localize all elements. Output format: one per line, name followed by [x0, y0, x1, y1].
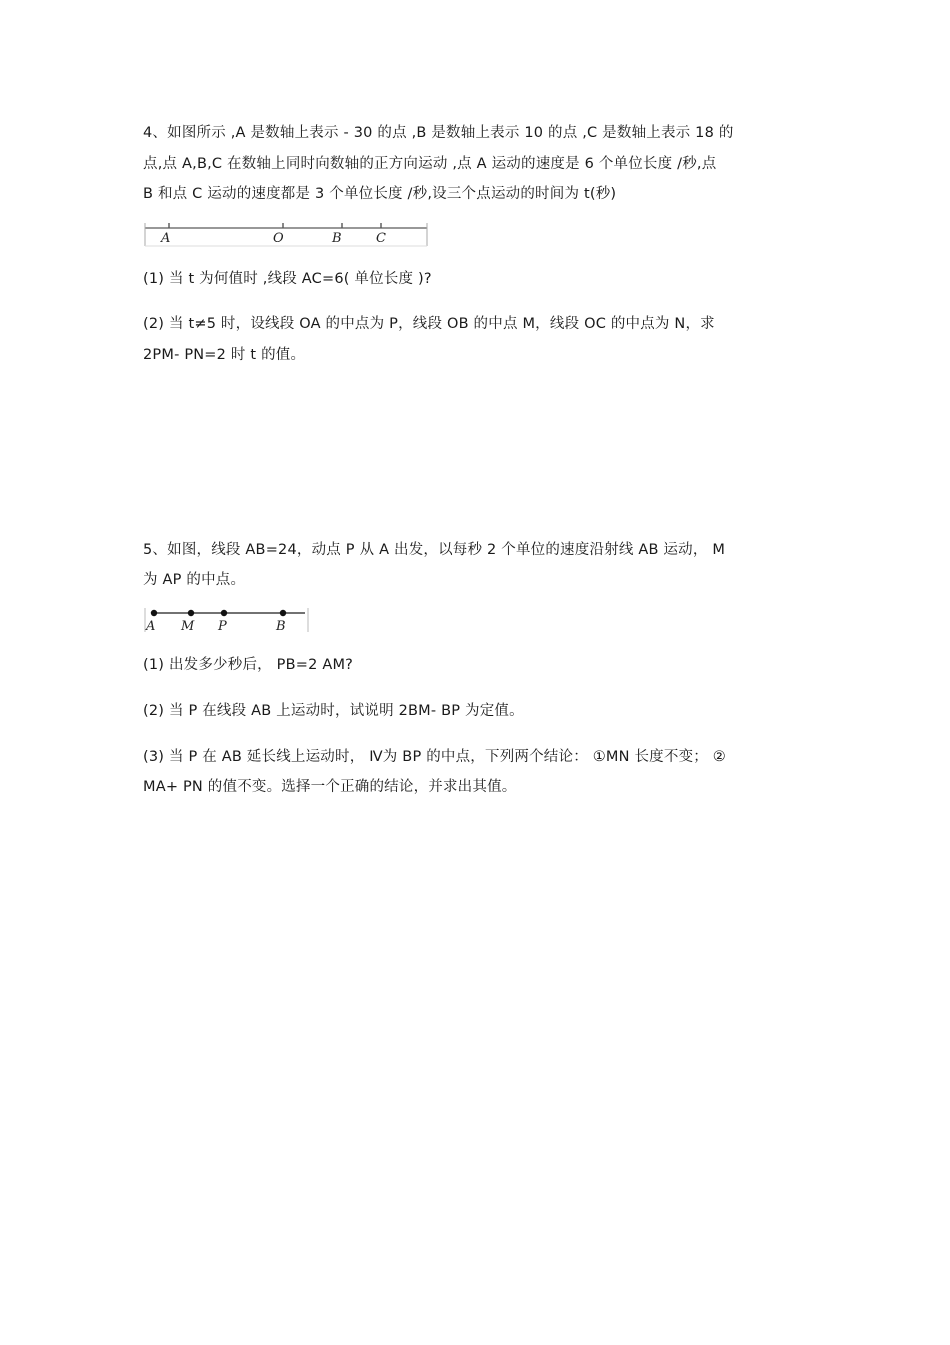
label-b: B [276, 619, 286, 634]
label-a: A [146, 619, 156, 634]
problem5-question3-line1: (3) 当 P 在 AB 延长线上运动时， Ⅳ为 BP 的中点，下列两个结论： ①MN 长度不变； ② [143, 749, 726, 765]
problem4-number-line-figure [143, 220, 433, 250]
problem4-line2: 点,点 A,B,C 在数轴上同时向数轴的正方向运动 ,点 A 运动的速度是 6 个单位长度 /秒,点 [143, 156, 717, 172]
problem5-line1: 5、如图，线段 AB=24，动点 P 从 A 出发，以每秒 2 个单位的速度沿射线 AB 运动， M [143, 542, 726, 558]
label-p: P [218, 619, 227, 634]
point-a [151, 610, 157, 616]
point-p [221, 610, 227, 616]
problem5-segment-figure [143, 606, 313, 636]
problem4-question1: (1) 当 t 为何值时 ,线段 AC=6( 单位长度 )? [143, 271, 432, 287]
label-b: B [332, 231, 342, 246]
point-m [188, 610, 194, 616]
problem4-question2-line1: (2) 当 t≠5 时，设线段 OA 的中点为 P，线段 OB 的中点 M，线段 OC 的中点为 N，求 [143, 316, 715, 332]
problem5-question2: (2) 当 P 在线段 AB 上运动时，试说明 2BM- BP 为定值。 [143, 703, 524, 719]
point-b [280, 610, 286, 616]
label-o: O [273, 231, 284, 246]
label-a: A [161, 231, 171, 246]
problem5-line2: 为 AP 的中点。 [143, 572, 246, 588]
problem4-question2-line2: 2PM- PN=2 时 t 的值。 [143, 347, 306, 363]
problem5-question1: (1) 出发多少秒后， PB=2 AM? [143, 657, 354, 673]
label-c: C [376, 231, 386, 246]
problem4-line1: 4、如图所示 ,A 是数轴上表示 - 30 的点 ,B 是数轴上表示 10 的点 ,C 是数轴上表示 18 的 [143, 125, 734, 141]
problem5-question3-line2: MA+ PN 的值不变。选择一个正确的结论，并求出其值。 [143, 779, 517, 795]
label-m: M [181, 619, 195, 634]
problem4-line3: B 和点 C 运动的速度都是 3 个单位长度 /秒,设三个点运动的时间为 t(秒) [143, 186, 617, 202]
